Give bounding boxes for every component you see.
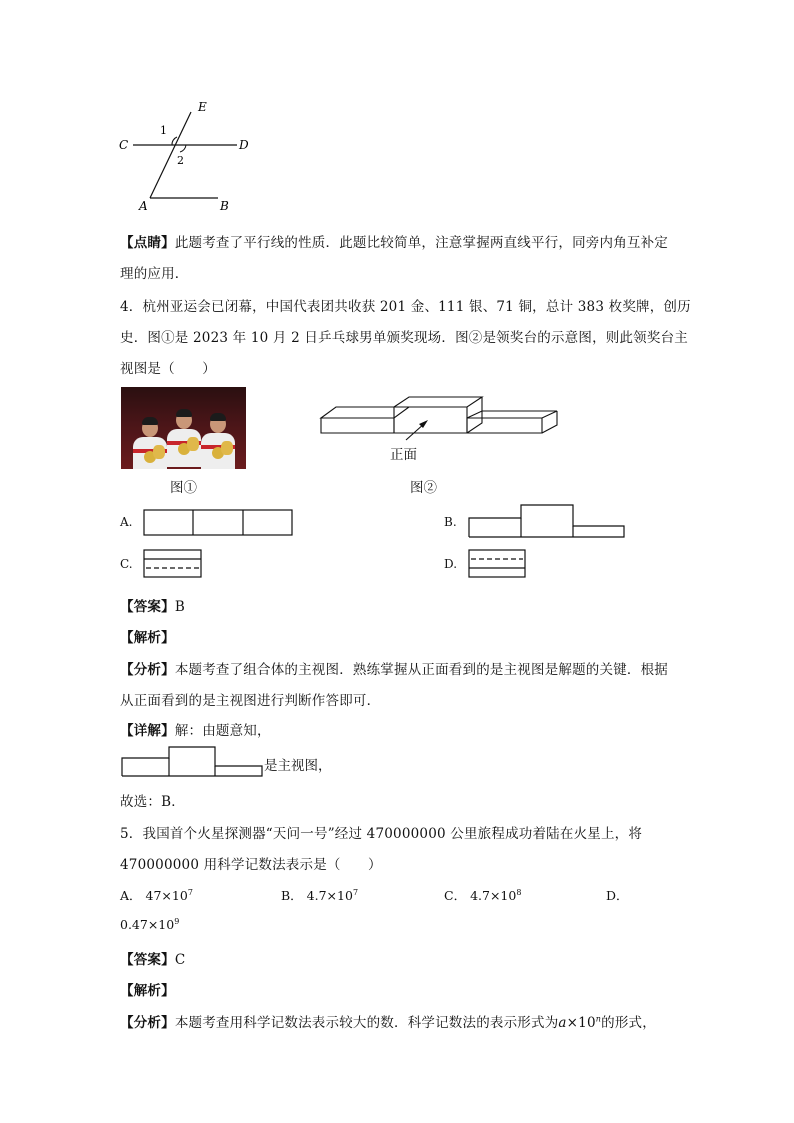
label-c: C	[119, 138, 129, 152]
q5-stem-line2: 470000000 用科学记数法表示是（ ）	[120, 857, 382, 873]
q4-stem-line3: 视图是（ ）	[120, 361, 216, 377]
label-b: B	[220, 199, 229, 213]
q4-stem-line1: 4．杭州亚运会已闭幕，中国代表团共收获 201 金、111 银、71 铜，总计 383 枚奖牌，创历	[120, 299, 691, 315]
q5-analysis-tag: 【解析】	[120, 983, 175, 999]
fig2-caption: 图②	[410, 480, 437, 496]
q5-option-b[interactable]: B． $4.7\times 10^7$	[281, 887, 359, 903]
q4-analysis-tag: 【解析】	[120, 630, 175, 646]
q3-comment-line1: 【点睛】此题考查了平行线的性质．此题比较简单，注意掌握两直线平行，同旁内角互补定	[120, 235, 669, 251]
option-a-label[interactable]: A.	[120, 515, 133, 529]
comment-tag: 【点睛】	[120, 235, 175, 251]
q4-fenxi-line2: 从正面看到的是主视图进行判断作答即可．	[120, 693, 381, 709]
q4-detail: 【详解】解：由题意知，	[120, 723, 271, 739]
q4-answer: 【答案】B	[120, 599, 185, 615]
q4-fenxi-line1: 【分析】本题考查了组合体的主视图．熟练掌握从正面看到的是主视图是解题的关键．根据	[120, 662, 669, 678]
fig1-caption: 图①	[170, 480, 197, 496]
q5-option-a[interactable]: A． $47\times 10^7$	[120, 887, 193, 903]
label-angle-1: 1	[160, 124, 167, 137]
q4-stem-line2: 史．图①是 2023 年 10 月 2 日乒乓球男单颁奖现场．图②是领奖台的示意图，则此领奖台主	[120, 330, 688, 346]
q4-conclusion: 故选：B．	[120, 794, 185, 810]
q5-option-d-value[interactable]: $0.47\times 10^9$	[120, 917, 180, 933]
q5-answer: 【答案】C	[120, 952, 186, 968]
label-angle-2: 2	[177, 154, 184, 167]
q3-comment-line2: 理的应用．	[120, 266, 189, 282]
q5-option-c[interactable]: C． $4.7\times 10^8$	[444, 887, 522, 903]
q5-stem-line1: 5．我国首个火星探测器“天问一号”经过 470000000 公里旅程成功着陆在火星上，将	[120, 826, 643, 842]
label-d: D	[239, 138, 249, 152]
label-e: E	[198, 100, 207, 114]
q5-option-d-label[interactable]: D．	[606, 888, 629, 903]
option-c-label[interactable]: C.	[120, 557, 133, 571]
q5-fenxi: 【分析】本题考查用科学记数法表示较大的数．科学记数法的表示形式为$a\times 10^n$的形式，	[120, 1014, 656, 1031]
front-label: 正面	[390, 447, 417, 463]
label-a: A	[139, 199, 148, 213]
q4-detail-suffix: 是主视图，	[264, 758, 332, 774]
option-b-label[interactable]: B.	[444, 515, 457, 529]
option-d-label[interactable]: D.	[444, 557, 458, 571]
